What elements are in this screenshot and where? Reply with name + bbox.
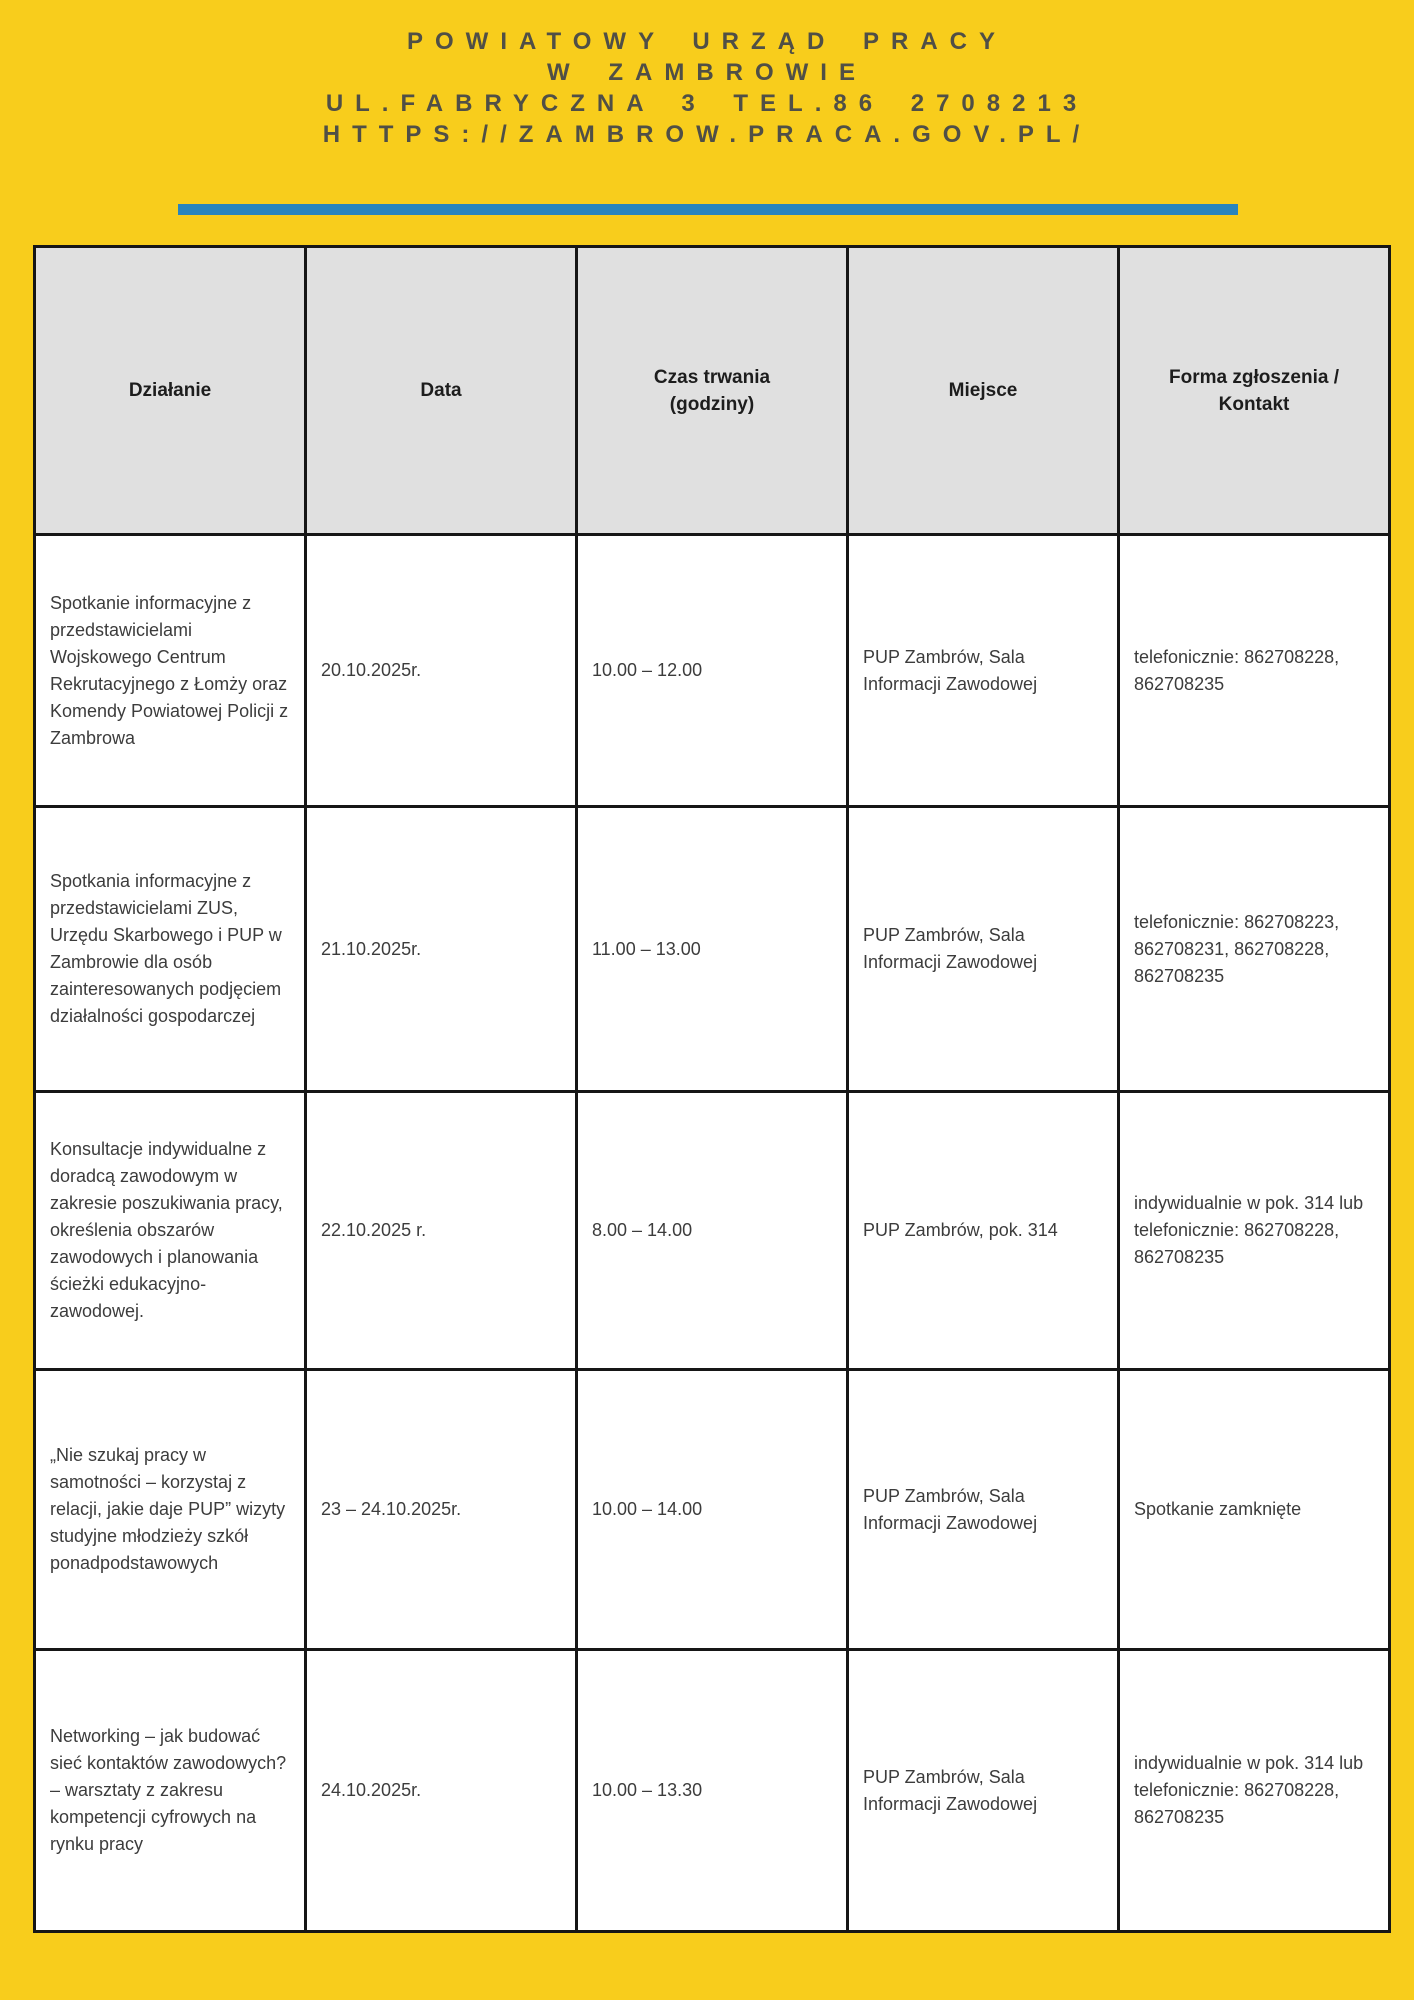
cell-contact: Spotkanie zamknięte: [1119, 1370, 1390, 1650]
cell-date: 22.10.2025 r.: [306, 1092, 577, 1370]
column-header-forma-zgloszenia: [1119, 247, 1390, 535]
cell-place: PUP Zambrów, Sala Informacji Zawodowej: [848, 1650, 1119, 1932]
cell-contact: telefonicznie: 862708228, 862708235: [1119, 535, 1390, 807]
cell-place: PUP Zambrów, Sala Informacji Zawodowej: [848, 1370, 1119, 1650]
divider-bar: [178, 204, 1238, 215]
cell-activity: Networking – jak budować sieć kontaktów zawodowych? – warsztaty z zakresu kompetencji cyfrowych na rynku pracy: [35, 1650, 306, 1932]
org-address-phone: UL.FABRYCZNA 3 TEL.86 2708213: [325, 90, 1089, 117]
org-website: HTTPS://ZAMBROW.PRACA.GOV.PL/: [322, 121, 1092, 148]
cell-time: 11.00 – 13.00: [577, 807, 848, 1092]
column-header-label: Miejsce: [948, 380, 1018, 401]
column-header-dzialanie: [35, 247, 306, 535]
cell-date: 21.10.2025r.: [306, 807, 577, 1092]
table-row: [35, 1370, 1390, 1650]
table-row: [35, 1092, 1390, 1370]
letterhead: [0, 0, 1414, 215]
cell-time: 10.00 – 12.00: [577, 535, 848, 807]
column-header-label: Działanie: [128, 380, 212, 401]
column-header-data: [306, 247, 577, 535]
cell-time: 10.00 – 13.30: [577, 1650, 848, 1932]
cell-time: 8.00 – 14.00: [577, 1092, 848, 1370]
column-header-label-line2: (godziny): [669, 393, 755, 415]
cell-time: 10.00 – 14.00: [577, 1370, 848, 1650]
column-header-miejsce: [848, 247, 1119, 535]
cell-date: 24.10.2025r.: [306, 1650, 577, 1932]
column-header-label: Data: [420, 380, 462, 401]
column-header-label: Czas trwania: [653, 366, 771, 388]
cell-activity: „Nie szukaj pracy w samotności – korzystaj z relacji, jakie daje PUP” wizyty studyjne młodzieży szkół ponadpodstawowych: [35, 1370, 306, 1650]
cell-date: 23 – 24.10.2025r.: [306, 1370, 577, 1650]
cell-activity: Konsultacje indywidualne z doradcą zawodowym w zakresie poszukiwania pracy, określenia obszarów zawodowych i planowania ścieżki edukacyjno-zawodowej.: [35, 1092, 306, 1370]
cell-activity: Spotkania informacyjne z przedstawicielami ZUS, Urzędu Skarbowego i PUP w Zambrowie dla osób zainteresowanych podjęciem działalności gospodarczej: [35, 807, 306, 1092]
column-header-label-line2: Kontakt: [1218, 393, 1290, 415]
cell-place: PUP Zambrów, Sala Informacji Zawodowej: [848, 807, 1119, 1092]
cell-place: PUP Zambrów, Sala Informacji Zawodowej: [848, 535, 1119, 807]
table-row: [35, 807, 1390, 1092]
cell-contact: telefonicznie: 862708223, 862708231, 862708228, 862708235: [1119, 807, 1390, 1092]
cell-contact: indywidualnie w pok. 314 lub telefonicznie: 862708228, 862708235: [1119, 1092, 1390, 1370]
table-row: [35, 1650, 1390, 1932]
events-table: [33, 245, 1391, 1933]
column-header-label: Forma zgłoszenia /: [1169, 366, 1339, 388]
cell-contact: indywidualnie w pok. 314 lub telefonicznie: 862708228, 862708235: [1119, 1650, 1390, 1932]
cell-activity: Spotkanie informacyjne z przedstawicielami Wojskowego Centrum Rekrutacyjnego z Łomży oraz Komendy Powiatowej Policji z Zambrowa: [35, 535, 306, 807]
cell-date: 20.10.2025r.: [306, 535, 577, 807]
org-name-line-2: W ZAMBROWIE: [547, 59, 867, 86]
table-header-row: [35, 247, 1390, 535]
column-header-czas-trwania: [577, 247, 848, 535]
table-row: [35, 535, 1390, 807]
org-name-line-1: POWIATOWY URZĄD PRACY: [406, 28, 1007, 55]
cell-place: PUP Zambrów, pok. 314: [848, 1092, 1119, 1370]
